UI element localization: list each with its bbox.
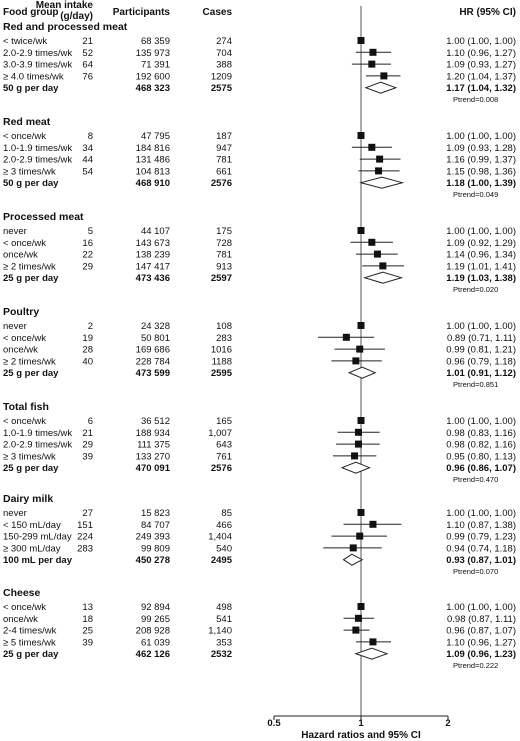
hr-marker (358, 509, 365, 516)
summary-participants: 468 910 (135, 178, 170, 190)
row-hr-text: 1.00 (1.00, 1.00) (446, 508, 516, 519)
row-cases: 1016 (210, 344, 232, 356)
summary-cases: 2576 (210, 178, 232, 190)
row-intake: 39 (82, 637, 93, 649)
row-hr-text: 0.99 (0.79, 1.23) (446, 531, 516, 543)
row-cases: 540 (216, 543, 232, 555)
row-intake: 64 (82, 59, 93, 71)
row-hr-text: 0.96 (0.87, 1.07) (446, 625, 516, 637)
row-label: < once/wk (3, 237, 47, 249)
row-participants: 24 328 (140, 321, 170, 332)
summary-diamond (349, 367, 375, 378)
summary-cases: 2595 (210, 368, 232, 380)
row-cases: 283 (216, 332, 232, 344)
summary-hr-text: 1.19 (1.03, 1.38) (446, 273, 516, 285)
row-cases: 274 (216, 36, 232, 47)
row-label: once/wk (3, 249, 38, 261)
header-intake-unit: (g/day) (60, 11, 93, 22)
ptrend-label: Ptrend=0.049 (453, 190, 499, 200)
row-cases: 187 (216, 131, 232, 142)
row-participants: 138 239 (135, 249, 170, 261)
summary-cases: 2495 (210, 555, 232, 567)
hr-marker (356, 346, 363, 353)
row-cases: 661 (216, 166, 232, 178)
row-intake: 39 (82, 451, 93, 463)
summary-participants: 450 278 (135, 555, 170, 567)
row-intake: 54 (82, 166, 93, 178)
row-label: < once/wk (3, 602, 47, 613)
row-intake: 52 (82, 47, 93, 59)
row-hr-text: 0.98 (0.83, 1.16) (446, 427, 516, 439)
hr-marker (356, 533, 363, 540)
hr-marker (379, 262, 386, 269)
row-label: 1.0-1.9 times/wk (3, 142, 73, 154)
row-label: 3.0-3.9 times/wk (3, 59, 73, 71)
row-hr-text: 1.09 (0.92, 1.29) (446, 237, 516, 249)
row-cases: 1,007 (208, 427, 232, 439)
row-participants: 131 486 (135, 154, 170, 166)
hr-marker (368, 61, 375, 68)
summary-diamond (366, 82, 396, 93)
header-mean-intake: Mean intake (35, 0, 93, 11)
row-hr-text: 0.95 (0.80, 1.13) (446, 451, 516, 463)
row-participants: 143 673 (135, 237, 170, 249)
row-intake: 224 (77, 531, 93, 543)
x-axis-label: Hazard ratios and 95% CI (301, 730, 421, 741)
row-label: ≥ 2 times/wk (3, 356, 56, 368)
row-hr-text: 1.14 (0.96, 1.34) (446, 249, 516, 261)
row-cases: 108 (216, 321, 232, 332)
row-hr-text: 1.09 (0.93, 1.28) (446, 142, 516, 154)
row-label: < once/wk (3, 416, 47, 427)
row-label: < once/wk (3, 131, 47, 142)
row-label: ≥ 2 times/wk (3, 261, 56, 273)
group-title: Processed meat (3, 211, 84, 223)
row-label: 2.0-2.9 times/wk (3, 47, 73, 59)
summary-participants: 468 323 (135, 83, 170, 95)
hr-marker (351, 452, 358, 459)
row-hr-text: 0.99 (0.81, 1.21) (446, 344, 516, 356)
row-cases: 85 (221, 508, 232, 519)
x-tick-label: 2 (445, 718, 451, 729)
row-intake: 6 (87, 416, 93, 427)
hr-marker (358, 227, 365, 234)
hr-marker (352, 357, 359, 364)
row-label: never (3, 321, 27, 332)
row-hr-text: 1.00 (1.00, 1.00) (446, 602, 516, 613)
row-intake: 44 (82, 154, 93, 166)
group-title: Dairy milk (3, 493, 54, 505)
row-hr-text: 1.10 (0.96, 1.27) (446, 637, 516, 649)
row-cases: 913 (216, 261, 232, 273)
hr-marker (343, 334, 350, 341)
hr-marker (369, 49, 376, 56)
group-title: Poultry (3, 306, 40, 318)
row-cases: 175 (216, 226, 232, 237)
summary-label: 50 g per day (3, 83, 59, 95)
header-hr: HR (95% CI) (459, 7, 516, 18)
summary-label: 25 g per day (3, 273, 59, 285)
row-participants: 135 973 (135, 47, 170, 59)
hr-marker (350, 544, 357, 551)
row-participants: 44 107 (140, 226, 170, 237)
ptrend-label: Ptrend=0.070 (453, 567, 499, 577)
group-title: Red and processed meat (3, 21, 128, 33)
row-participants: 99 265 (140, 613, 170, 625)
row-cases: 643 (216, 439, 232, 451)
row-participants: 133 270 (135, 451, 170, 463)
row-cases: 781 (216, 154, 232, 166)
group-title: Cheese (3, 587, 41, 599)
summary-participants: 473 436 (135, 273, 170, 285)
hr-marker (375, 167, 382, 174)
hr-marker (380, 72, 387, 79)
row-cases: 353 (216, 637, 232, 649)
summary-cases: 2597 (210, 273, 232, 285)
row-participants: 36 512 (140, 416, 170, 427)
row-cases: 1209 (210, 71, 232, 83)
hr-marker (368, 144, 375, 151)
row-cases: 541 (216, 613, 232, 625)
row-hr-text: 1.20 (1.04, 1.37) (446, 71, 516, 83)
summary-label: 25 g per day (3, 368, 59, 380)
summary-hr-text: 1.09 (0.96, 1.23) (446, 649, 516, 661)
row-intake: 27 (82, 508, 93, 519)
hr-marker (374, 251, 381, 258)
row-label: 150-299 mL/day (3, 531, 72, 543)
hr-marker (358, 417, 365, 424)
row-participants: 15 823 (140, 508, 170, 519)
summary-participants: 473 599 (135, 368, 170, 380)
ptrend-label: Ptrend=0.470 (453, 475, 499, 485)
row-hr-text: 1.00 (1.00, 1.00) (446, 131, 516, 142)
row-hr-text: 1.00 (1.00, 1.00) (446, 416, 516, 427)
row-participants: 104 813 (135, 166, 170, 178)
row-participants: 184 816 (135, 142, 170, 154)
summary-label: 100 mL per day (3, 555, 73, 567)
hr-marker (358, 322, 365, 329)
row-intake: 8 (87, 131, 93, 142)
row-hr-text: 0.89 (0.71, 1.11) (446, 332, 516, 344)
row-hr-text: 1.15 (0.98, 1.36) (446, 166, 516, 178)
row-cases: 704 (216, 47, 232, 59)
row-hr-text: 1.00 (1.00, 1.00) (446, 36, 516, 47)
row-cases: 165 (216, 416, 232, 427)
row-intake: 40 (82, 356, 93, 368)
ptrend-label: Ptrend=0.851 (453, 380, 499, 390)
row-cases: 761 (216, 451, 232, 463)
header-participants: Participants (112, 7, 170, 18)
row-cases: 1,404 (208, 531, 232, 543)
row-participants: 188 934 (135, 427, 170, 439)
row-hr-text: 1.10 (0.96, 1.27) (446, 47, 516, 59)
row-intake: 16 (82, 237, 93, 249)
summary-diamond (344, 554, 363, 565)
row-intake: 29 (82, 439, 93, 451)
row-hr-text: 0.96 (0.79, 1.18) (446, 356, 516, 368)
row-hr-text: 1.10 (0.87, 1.38) (446, 519, 516, 531)
summary-label: 25 g per day (3, 649, 59, 661)
group-title: Total fish (3, 401, 49, 413)
hr-marker (369, 638, 376, 645)
row-label: never (3, 226, 27, 237)
row-hr-text: 1.16 (0.99, 1.37) (446, 154, 516, 166)
hr-marker (358, 132, 365, 139)
row-label: ≥ 3 times/wk (3, 166, 56, 178)
row-participants: 208 928 (135, 625, 170, 637)
row-cases: 728 (216, 237, 232, 249)
summary-hr-text: 1.01 (0.91, 1.12) (446, 368, 516, 380)
hr-marker (355, 441, 362, 448)
summary-cases: 2532 (210, 649, 232, 661)
row-label: ≥ 5 times/wk (3, 637, 56, 649)
row-cases: 1,140 (208, 625, 232, 637)
row-intake: 21 (82, 427, 93, 439)
row-label: ≥ 4.0 times/wk (3, 71, 64, 83)
hr-marker (352, 627, 359, 634)
row-label: 2-4 times/wk (3, 625, 57, 637)
row-label: < once/wk (3, 332, 47, 344)
row-hr-text: 0.94 (0.74, 1.18) (446, 543, 516, 555)
row-label: 2.0-2.9 times/wk (3, 439, 73, 451)
row-cases: 388 (216, 59, 232, 71)
summary-hr-text: 0.93 (0.87, 1.01) (446, 555, 516, 567)
hr-marker (376, 156, 383, 163)
row-label: ≥ 3 times/wk (3, 451, 56, 463)
row-cases: 947 (216, 142, 232, 154)
ptrend-label: Ptrend=0.008 (453, 95, 499, 105)
row-participants: 111 375 (137, 439, 170, 451)
row-intake: 34 (82, 142, 93, 154)
hr-marker (358, 37, 365, 44)
row-participants: 192 600 (135, 71, 170, 83)
summary-label: 50 g per day (3, 178, 59, 190)
ptrend-label: Ptrend=0.222 (453, 661, 499, 671)
hr-marker (369, 521, 376, 528)
row-cases: 466 (216, 519, 232, 531)
summary-diamond (361, 177, 402, 188)
row-intake: 76 (82, 71, 93, 83)
row-hr-text: 0.98 (0.82, 1.16) (446, 439, 516, 451)
row-participants: 99 809 (140, 543, 170, 555)
row-hr-text: 0.98 (0.87, 1.11) (446, 613, 516, 625)
row-participants: 147 417 (135, 261, 170, 273)
row-intake: 21 (82, 36, 93, 47)
row-hr-text: 1.00 (1.00, 1.00) (446, 226, 516, 237)
row-label: < twice/wk (3, 36, 48, 47)
summary-participants: 470 091 (135, 463, 170, 475)
hr-marker (358, 603, 365, 610)
summary-diamond (365, 272, 402, 283)
row-label: 2.0-2.9 times/wk (3, 154, 73, 166)
x-tick-label: 1 (358, 718, 364, 729)
header-food-group: Food group (3, 7, 59, 18)
row-intake: 29 (82, 261, 93, 273)
row-intake: 151 (77, 519, 93, 531)
row-participants: 50 801 (140, 332, 170, 344)
header-cases: Cases (202, 7, 232, 18)
row-label: once/wk (3, 344, 38, 356)
row-cases: 498 (216, 602, 232, 613)
row-participants: 68 359 (140, 36, 170, 47)
hr-marker (355, 429, 362, 436)
row-participants: 84 707 (140, 519, 170, 531)
row-participants: 249 393 (135, 531, 170, 543)
row-intake: 19 (82, 332, 93, 344)
summary-cases: 2576 (210, 463, 232, 475)
row-intake: 25 (82, 625, 93, 637)
row-label: ≥ 300 mL/day (3, 543, 61, 555)
hr-marker (355, 615, 362, 622)
row-participants: 71 391 (140, 59, 170, 71)
row-hr-text: 1.09 (0.93, 1.27) (446, 59, 516, 71)
row-intake: 28 (82, 344, 93, 356)
group-title: Red meat (3, 116, 51, 128)
ptrend-label: Ptrend=0.020 (453, 285, 499, 295)
row-label: never (3, 508, 27, 519)
row-cases: 781 (216, 249, 232, 261)
summary-label: 25 g per day (3, 463, 59, 475)
row-label: < 150 mL/day (3, 519, 61, 531)
summary-diamond (342, 462, 369, 473)
row-label: 1.0-1.9 times/wk (3, 427, 73, 439)
row-label: once/wk (3, 613, 38, 625)
row-participants: 61 039 (140, 637, 170, 649)
row-intake: 2 (87, 321, 93, 332)
row-intake: 283 (77, 543, 93, 555)
summary-hr-text: 1.18 (1.00, 1.39) (446, 178, 516, 190)
row-participants: 228 784 (135, 356, 170, 368)
summary-cases: 2575 (210, 83, 232, 95)
summary-hr-text: 1.17 (1.04, 1.32) (446, 83, 516, 95)
row-intake: 18 (82, 613, 93, 625)
summary-hr-text: 0.96 (0.86, 1.07) (446, 463, 516, 475)
row-intake: 22 (82, 249, 93, 261)
row-participants: 47 795 (140, 131, 170, 142)
row-intake: 13 (82, 602, 93, 613)
row-hr-text: 1.19 (1.01, 1.41) (446, 261, 516, 273)
hr-marker (368, 239, 375, 246)
row-participants: 92 894 (140, 602, 170, 613)
row-cases: 1188 (211, 356, 232, 368)
summary-participants: 462 126 (135, 649, 170, 661)
row-intake: 5 (87, 226, 93, 237)
x-tick-label: 0.5 (267, 718, 281, 729)
row-hr-text: 1.00 (1.00, 1.00) (446, 321, 516, 332)
row-participants: 169 686 (135, 344, 170, 356)
